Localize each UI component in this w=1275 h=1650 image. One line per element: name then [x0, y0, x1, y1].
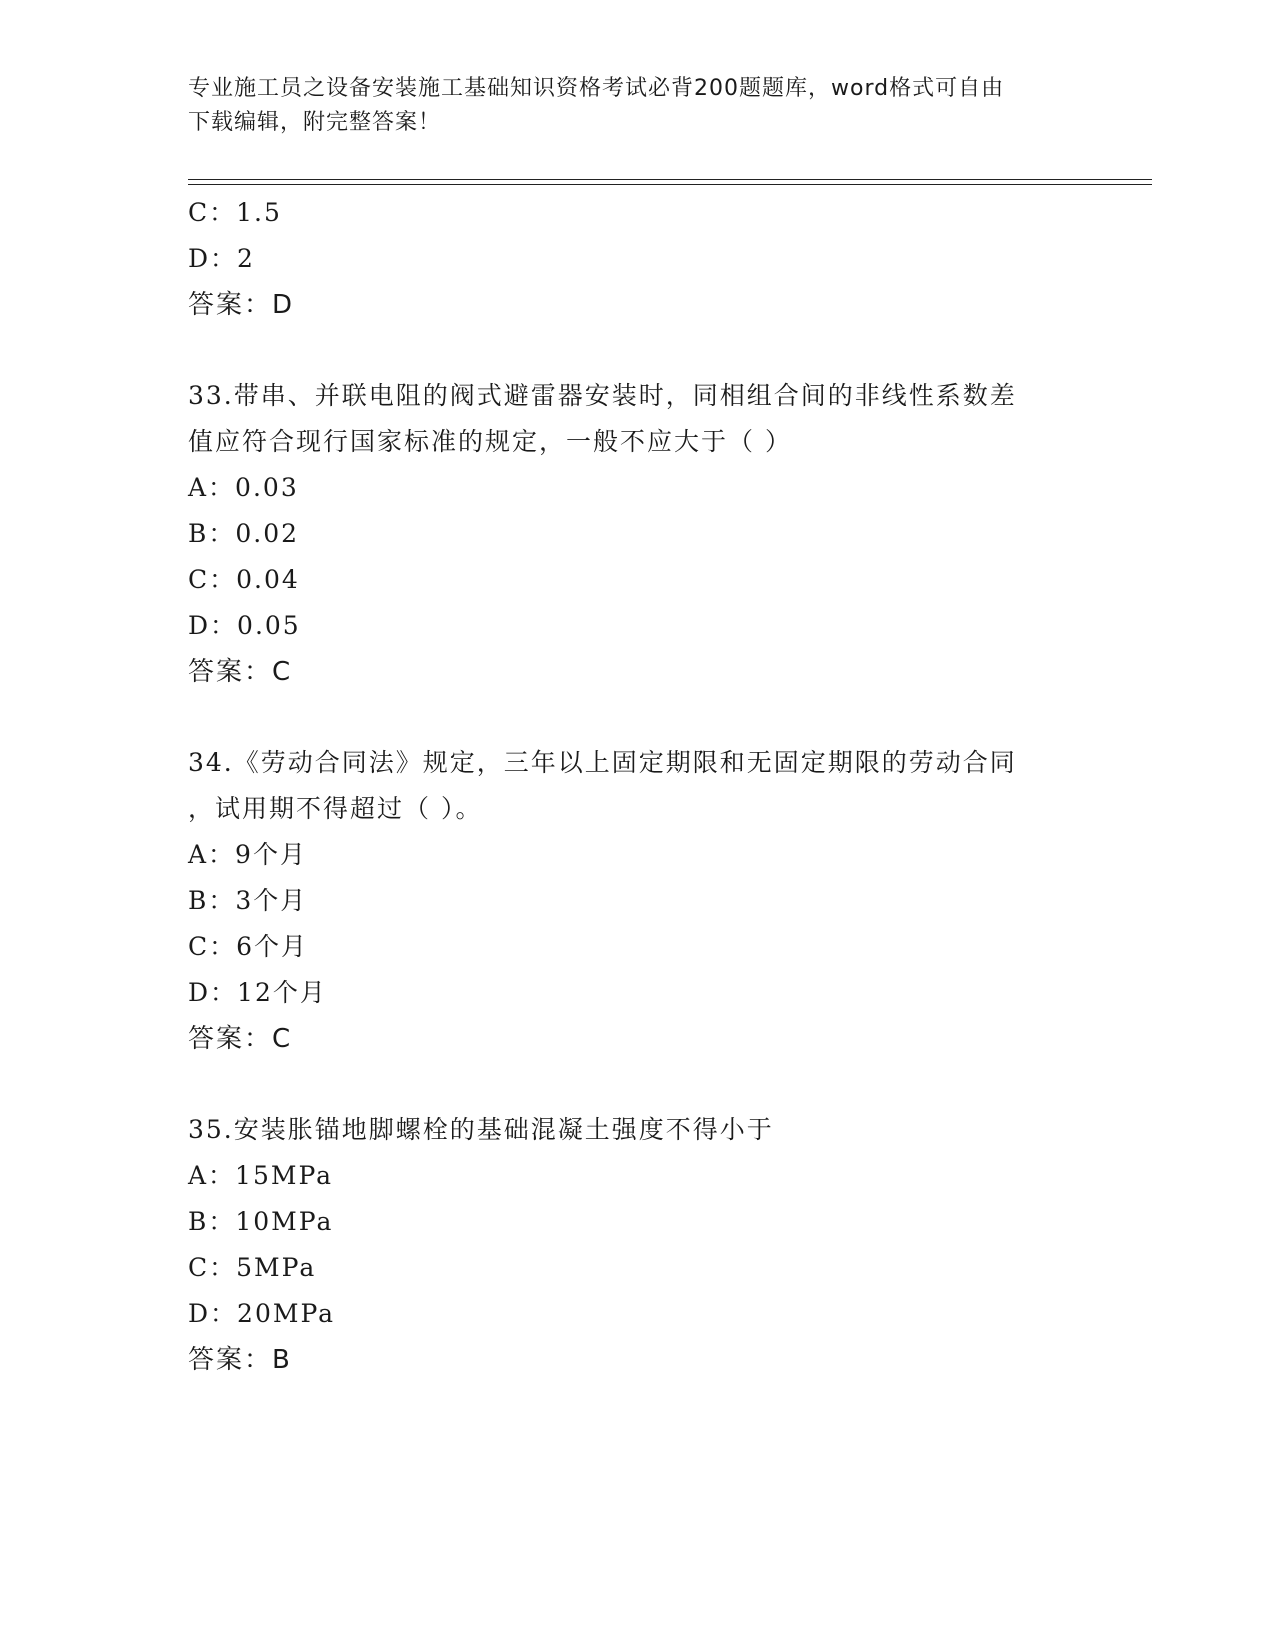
answer-line: 答案：C: [188, 657, 293, 687]
question-35: [188, 1107, 1088, 1383]
question-text-line-1: 35.安装胀锚地脚螺栓的基础混凝土强度不得小于: [188, 1115, 774, 1144]
option-d: D：2: [188, 244, 255, 273]
spacer: [188, 1062, 1088, 1107]
header-line-2: 下载编辑，附完整答案！: [188, 110, 442, 135]
option-d: D：20MPa: [188, 1299, 336, 1328]
question-list: [188, 190, 1088, 1383]
header-line-1: 专业施工员之设备安装施工基础知识资格考试必背200题题库，word格式可自由: [188, 76, 1005, 101]
question-text-line-2: ，试用期不得超过（ ）。: [188, 794, 483, 823]
question-33: [188, 373, 1088, 695]
header-divider-top: [188, 179, 1152, 180]
option-c: C：1.5: [188, 198, 282, 227]
option-b: B：10MPa: [188, 1207, 334, 1236]
question-text-line-1: 34.《劳动合同法》规定，三年以上固定期限和无固定期限的劳动合同: [188, 748, 1017, 777]
answer-line: 答案：C: [188, 1024, 293, 1054]
spacer: [188, 695, 1088, 740]
option-a: A：15MPa: [188, 1161, 334, 1190]
option-c: C：6个月: [188, 932, 309, 961]
question-34: [188, 740, 1088, 1062]
option-a: A：9个月: [188, 840, 307, 869]
question-32-tail: [188, 190, 1088, 328]
option-b: B：0.02: [188, 519, 300, 548]
option-c: C：0.04: [188, 565, 300, 594]
option-b: B：3个月: [188, 886, 308, 915]
question-text-line-2: 值应符合现行国家标准的规定，一般不应大于（ ）: [188, 427, 792, 456]
option-d: D：0.05: [188, 611, 301, 640]
option-d: D：12个月: [188, 978, 327, 1007]
answer-line: 答案：B: [188, 1345, 292, 1375]
answer-line: 答案：D: [188, 290, 295, 320]
spacer: [188, 328, 1088, 373]
option-a: A：0.03: [188, 473, 299, 502]
question-text-line-1: 33.带串、并联电阻的阀式避雷器安装时，同相组合间的非线性系数差: [188, 381, 1017, 410]
document-header: [188, 72, 1088, 140]
header-divider-bottom: [188, 184, 1152, 185]
option-c: C：5MPa: [188, 1253, 317, 1282]
